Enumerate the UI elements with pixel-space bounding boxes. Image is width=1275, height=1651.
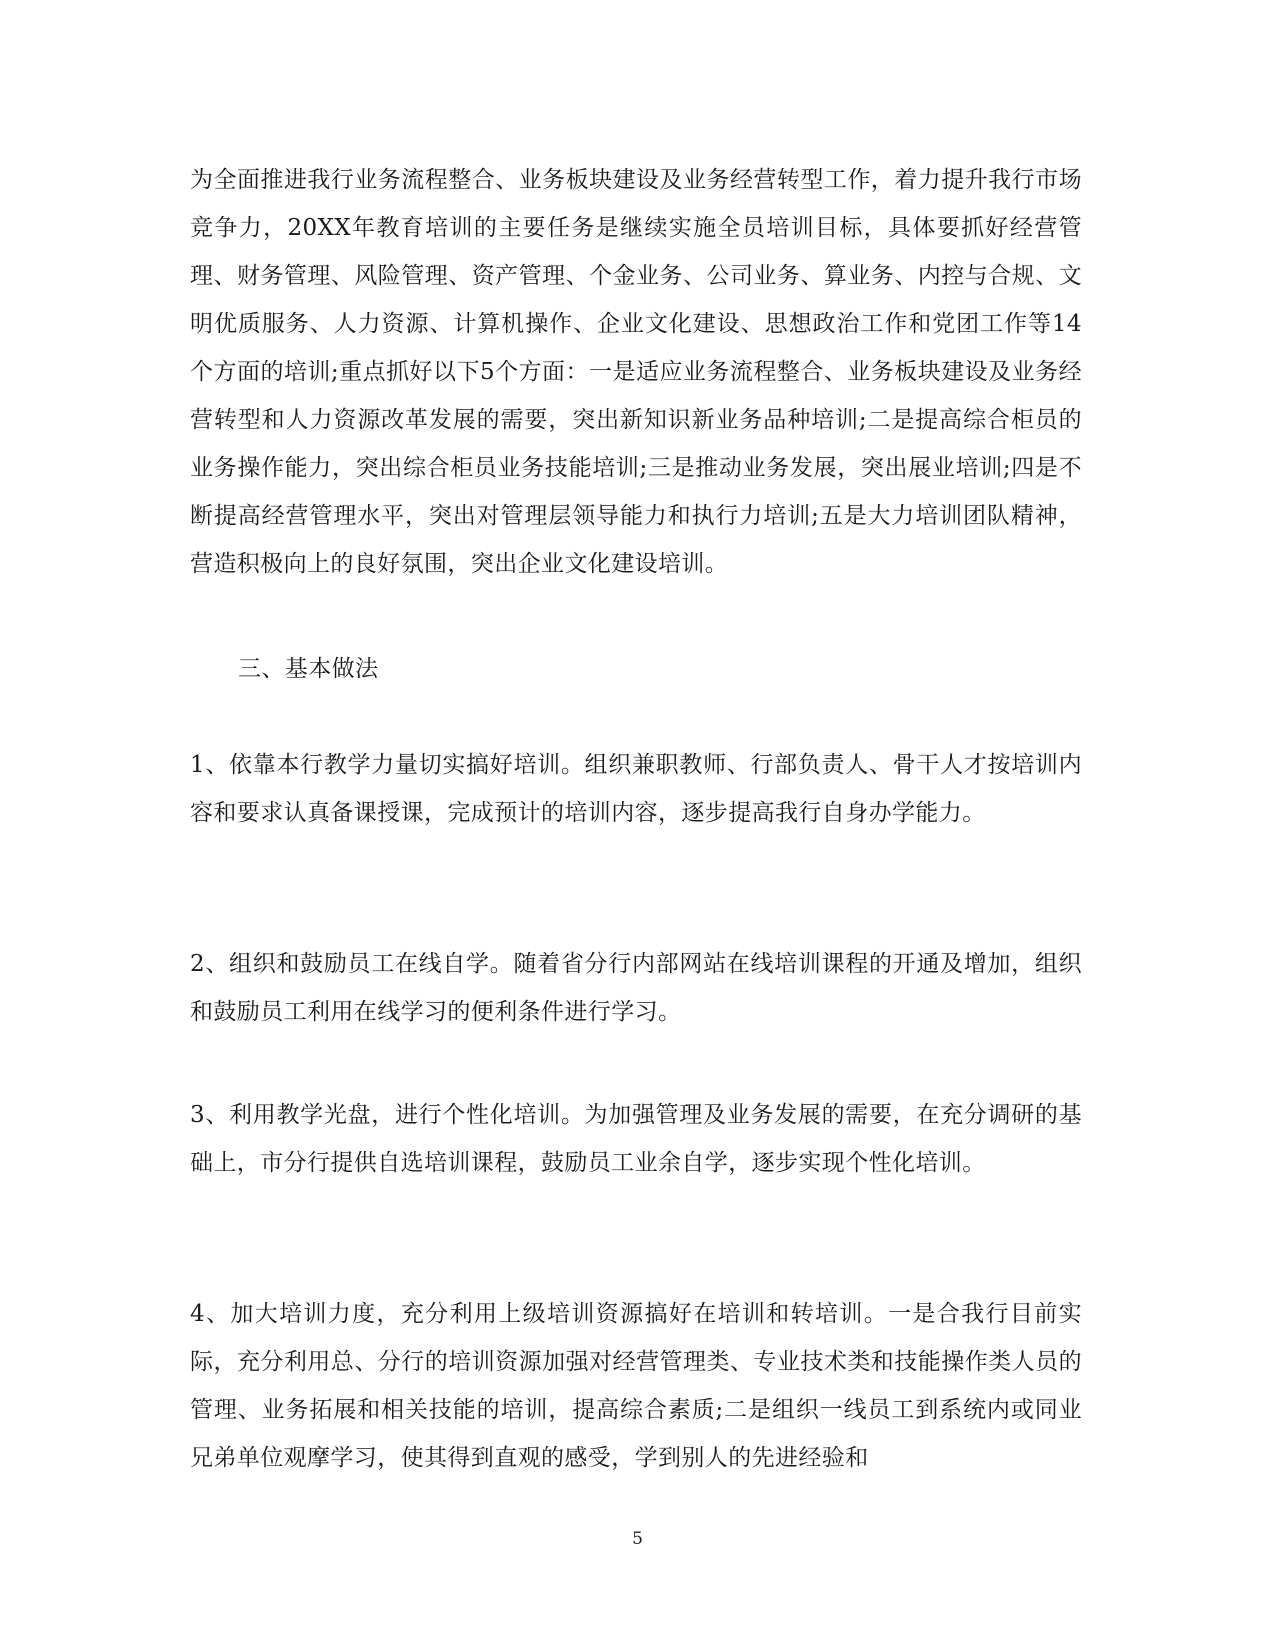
list-item: 3、利用教学光盘，进行个性化培训。为加强管理及业务发展的需要，在充分调研的基础上，市分行提供自选培训课程，鼓励员工业余自学，逐步实现个性化培训。: [190, 1102, 1082, 1176]
section-heading: 三、基本做法: [238, 656, 379, 682]
list-item: 1、依靠本行教学力量切实搞好培训。组织兼职教师、行部负责人、骨干人才按培训内容和要求认真备课授课，完成预计的培训内容，逐步提高我行自身办学能力。: [190, 752, 1082, 826]
page-number: 5: [632, 1529, 643, 1549]
list-item: 2、组织和鼓励员工在线自学。随着省分行内部网站在线培训课程的开通及增加，组织和鼓励员工利用在线学习的便利条件进行学习。: [190, 951, 1082, 1025]
list-item: 4、加大培训力度，充分利用上级培训资源搞好在培训和转培训。一是合我行目前实际，充分利用总、分行的培训资源加强对经营管理类、专业技术类和技能操作类人员的管理、业务拓展和相关技能的培训，提高综合素质;二是组织一线员工到系统内或同业兄弟单位观摩学习，使其得到直观的感受，学到别人的先进经验和: [190, 1301, 1082, 1471]
intro-paragraph: 为全面推进我行业务流程整合、业务板块建设及业务经营转型工作，着力提升我行市场竞争力，20XX年教育培训的主要任务是继续实施全员培训目标，具体要抓好经营管理、财务管理、风险管理、资产管理、个金业务、公司业务、算业务、内控与合规、文明优质服务、人力资源、计算机操作、企业文化建设、思想政治工作和党团工作等14个方面的培训;重点抓好以下5个方面：一是适应业务流程整合、业务板块建设及业务经营转型和人力资源改革发展的需要，突出新知识新业务品种培训;二是提高综合柜员的业务操作能力，突出综合柜员业务技能培训;三是推动业务发展，突出展业培训;四是不断提高经营管理水平，突出对管理层领导能力和执行力培训;五是大力培训团队精神，营造积极向上的良好氛围，突出企业文化建设培训。: [190, 167, 1082, 577]
